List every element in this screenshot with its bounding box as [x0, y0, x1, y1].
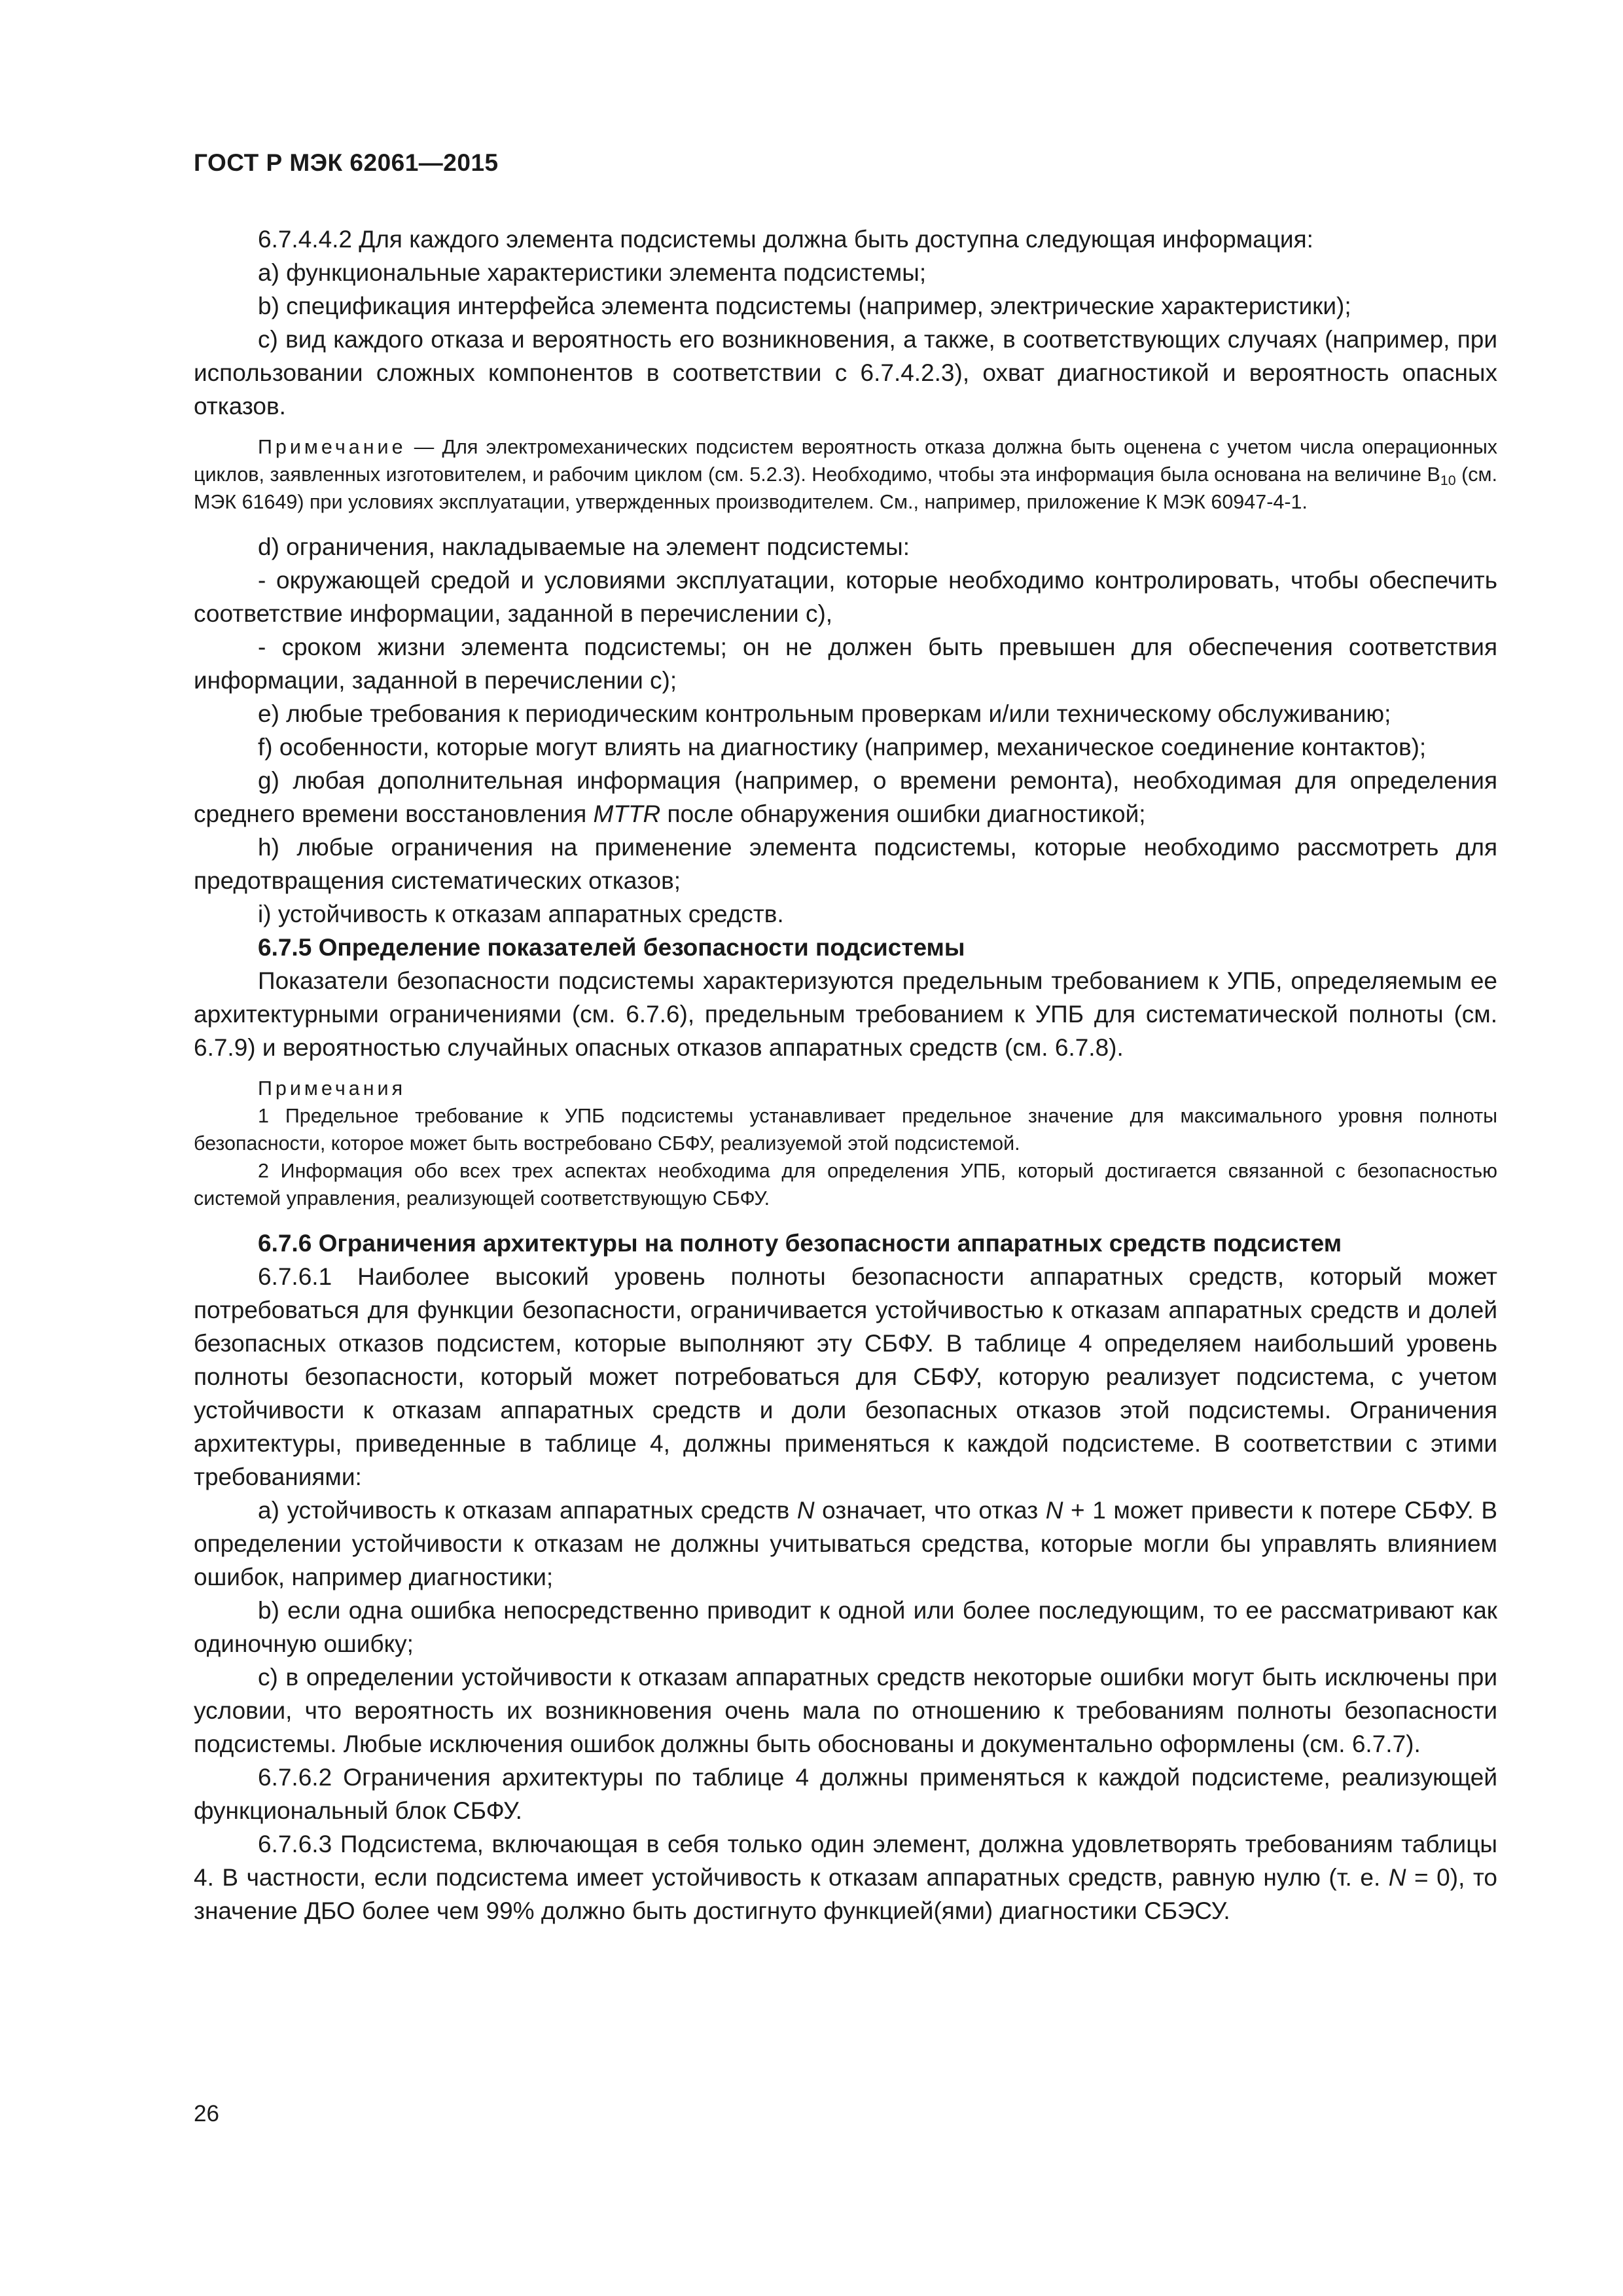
list-item-d1: - окружающей средой и условиями эксплуатации, которые необходимо контролировать, чтобы обеспечить соответствие информации, заданной в перечислении с), [194, 567, 1497, 627]
list-item-676-a: а) устойчивость к отказам аппаратных средств N означает, что отказ N + 1 может привести к потере СБФУ. В определении устойчивости к отказам не должны учитываться средства, которые могли бы управлять влиянием ошибок, например диагностики; [194, 1497, 1497, 1590]
section-675-heading: 6.7.5 Определение показателей безопасности подсистемы [258, 934, 965, 961]
mttr-term: MTTR [593, 800, 661, 827]
note-text-b: (см. МЭК 61649) при условиях эксплуатации, утвержденных производителем. См., например, приложение К МЭК 60947-4-1. [194, 463, 1497, 513]
note-label: Примечание [258, 436, 406, 458]
list-item-c: с) вид каждого отказа и вероятность его возникновения, а также, в соответствующих случаях (например, при использовании сложных компонентов в соответствии с 6.7.4.2.3), охват диагностикой и вероятность опасных отказов. [194, 326, 1497, 420]
list-item-e: е) любые требования к периодическим контрольным проверкам и/или техническому обслуживанию; [258, 700, 1391, 727]
note-1 [194, 433, 1497, 516]
list-item-b: b) спецификация интерфейса элемента подсистемы (например, электрические характеристики); [258, 293, 1351, 319]
paragraph-6763: 6.7.6.3 Подсистема, включающая в себя только один элемент, должна удовлетворять требованиям таблицы 4. В частности, если подсистема имеет устойчивость к отказам аппаратных средств, равную нулю (т. е. N = 0), то значение ДБО более чем 99% должно быть достигнуто функцией(ями) диагностики СБЭСУ. [194, 1831, 1497, 1924]
note-subscript: 10 [1440, 473, 1456, 488]
page-content [194, 223, 1497, 1928]
list-item-676-c: с) в определении устойчивости к отказам аппаратных средств некоторые ошибки могут быть исключены при условии, что вероятность их возникновения очень мала по отношению к требованиям полноты безопасности подсистемы. Любые исключения ошибок должны быть обоснованы и документально оформлены (см. 6.7.7). [194, 1664, 1497, 1757]
section-675-text: Показатели безопасности подсистемы характеризуются предельным требованием к УПБ, определяемым ее архитектурными ограничениями (см. 6.7.6), предельным требованием к УПБ для систематической полноты (см. 6.7.9) и вероятностью случайных опасных отказов аппаратных средств (см. 6.7.8). [194, 967, 1497, 1061]
list-item-a: а) функциональные характеристики элемента подсистемы; [258, 259, 927, 286]
note-text-a: — Для электромеханических подсистем вероятность отказа должна быть оценена с учетом числа операционных циклов, заявленных изготовителем, и рабочим циклом (см. 5.2.3). Необходимо, чтобы эта информация была основана на величине B [194, 436, 1497, 486]
note-block-2 [194, 1075, 1497, 1212]
paragraph-6761: 6.7.6.1 Наиболее высокий уровень полноты безопасности аппаратных средств, который может потребоваться для функции безопасности, ограничивается устойчивостью к отказам аппаратных средств и долей безопасных отказов подсистем, которые выполняют эту СБФУ. В таблице 4 определяем наибольший уровень полноты безопасности, который может потребоваться для СБФУ, которую реализует подсистема, с учетом устойчивости к отказам аппаратных средств и доли безопасных отказов этой подсистемы. Ограничения архитектуры, приведенные в таблице 4, должны применяться к каждой подсистеме. В соответствии с этими требованиями: [194, 1263, 1497, 1490]
section-676-heading: 6.7.6 Ограничения архитектуры на полноту безопасности аппаратных средств подсистем [258, 1230, 1342, 1257]
list-item-d: d) ограничения, накладываемые на элемент подсистемы: [258, 533, 910, 560]
page-number: 26 [194, 2101, 219, 2126]
list-item-g-a: g) любая дополнительная информация (например, о времени ремонта), необходимая для определения среднего времени восстановления [194, 767, 1497, 827]
variable-n: N [1388, 1864, 1406, 1891]
list-item-i: i) устойчивость к отказам аппаратных средств. [258, 901, 784, 927]
paragraph-6762: 6.7.6.2 Ограничения архитектуры по таблице 4 должны применяться к каждой подсистеме, реализующей функциональный блок СБФУ. [194, 1764, 1497, 1824]
list-item-h: h) любые ограничения на применение элемента подсистемы, которые необходимо рассмотреть для предотвращения систематических отказов; [194, 834, 1497, 894]
note-block-1 [194, 433, 1497, 516]
variable-n: N [1045, 1497, 1063, 1524]
note-2-2: 2 Информация обо всех трех аспектах необходима для определения УПБ, который достигается связанной с безопасностью системой управления, реализующей соответствующую СБФУ. [194, 1160, 1497, 1210]
list-item-d2: - сроком жизни элемента подсистемы; он не должен быть превышен для обеспечения соответствия информации, заданной в перечислении с); [194, 634, 1497, 694]
variable-n: N [796, 1497, 815, 1524]
notes-label: Примечания [258, 1077, 406, 1100]
note-2-1: 1 Предельное требование к УПБ подсистемы устанавливает предельное значение для максимального уровня полноты безопасности, которое может быть востребовано СБФУ, реализуемой этой подсистемой. [194, 1105, 1497, 1155]
list-item-676-b: b) если одна ошибка непосредственно приводит к одной или более последующим, то ее рассматривают как одиночную ошибку; [194, 1597, 1497, 1657]
page-header: ГОСТ Р МЭК 62061—2015 [194, 149, 499, 176]
list-item-g [194, 764, 1497, 831]
list-item-g-b: после обнаружения ошибки диагностикой; [660, 800, 1146, 827]
paragraph-67442-intro: 6.7.4.4.2 Для каждого элемента подсистемы должна быть доступна следующая информация: [258, 226, 1313, 253]
list-item-f: f) особенности, которые могут влиять на диагностику (например, механическое соединение контактов); [258, 734, 1427, 761]
